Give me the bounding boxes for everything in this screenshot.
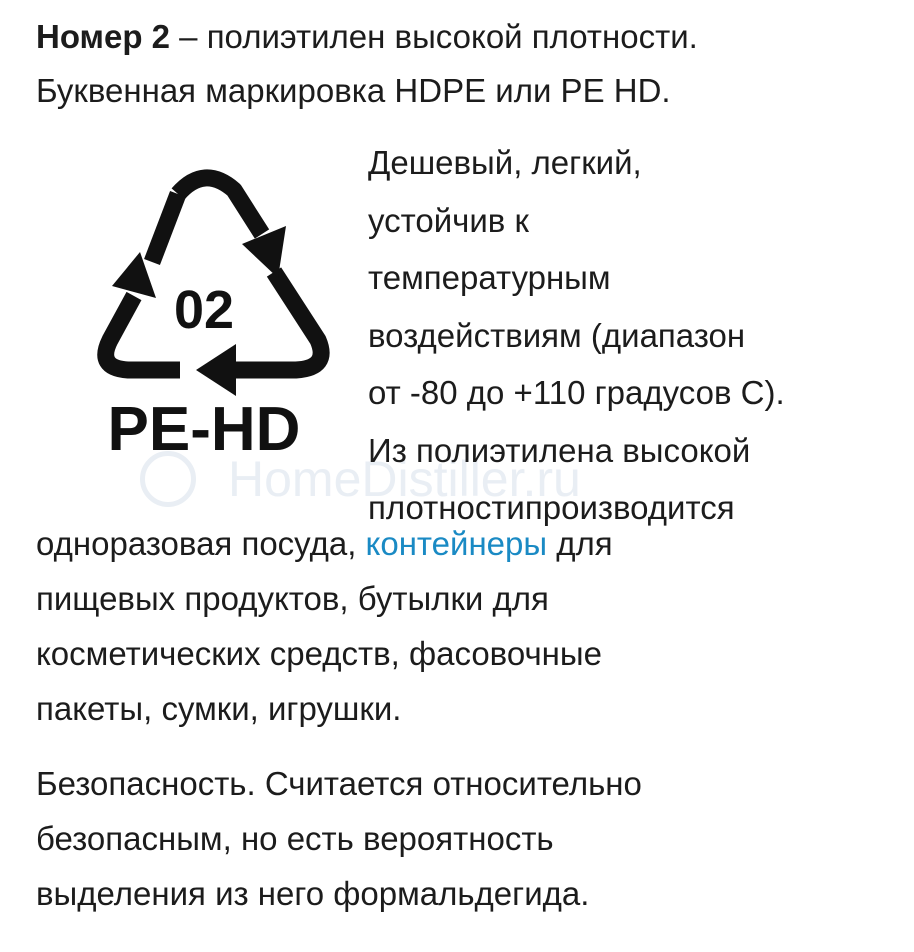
usage-text-after: для (547, 525, 613, 562)
heading-marking: Буквенная маркировка HDPE или PE HD. (36, 72, 671, 109)
safety-line: выделения из него формальдегида. (36, 875, 590, 912)
properties-line: воздействиям (диапазон (368, 316, 746, 354)
properties-line: Из полиэтилена высокой (368, 431, 751, 469)
watermark-text: HomeDistiller.ru (228, 451, 581, 507)
safety-line: безопасным, но есть вероятность (36, 820, 554, 857)
usage-text-before: одноразовая посуда, (36, 525, 366, 562)
arrowhead-bottom (196, 344, 236, 396)
properties-line: температурным (368, 259, 611, 296)
containers-link[interactable]: контейнеры (365, 525, 548, 562)
properties-line: от -80 до +110 градусов С). (368, 374, 785, 411)
properties-line: плотностипроизводится (368, 489, 735, 526)
properties-paragraph (368, 134, 898, 537)
arrow-top-right (178, 178, 262, 234)
recycling-code: PE-HD (107, 395, 301, 464)
arrow-left (106, 296, 180, 370)
heading-title: – полиэтилен высокой плотности. (170, 18, 698, 55)
usage-line: пакеты, сумки, игрушки. (36, 690, 402, 727)
heading-number: Номер 2 (36, 18, 170, 55)
safety-paragraph (36, 756, 896, 921)
usage-paragraph (36, 516, 896, 736)
usage-line-with-link (36, 516, 896, 571)
safety-line: Безопасность. Считается относительно (36, 765, 642, 802)
properties-line: устойчив к (368, 201, 529, 239)
arrow-left-upper (152, 194, 178, 262)
recycling-symbol (92, 168, 342, 468)
arrow-bottom (232, 272, 321, 370)
properties-line: Дешевый, легкий, (368, 144, 642, 181)
usage-line: пищевых продуктов, бутылки для (36, 580, 549, 617)
recycling-number: 02 (173, 280, 235, 340)
recycling-triangle-icon (92, 168, 342, 468)
usage-line: косметических средств, фасовочные (36, 635, 602, 672)
section-heading (36, 10, 896, 118)
